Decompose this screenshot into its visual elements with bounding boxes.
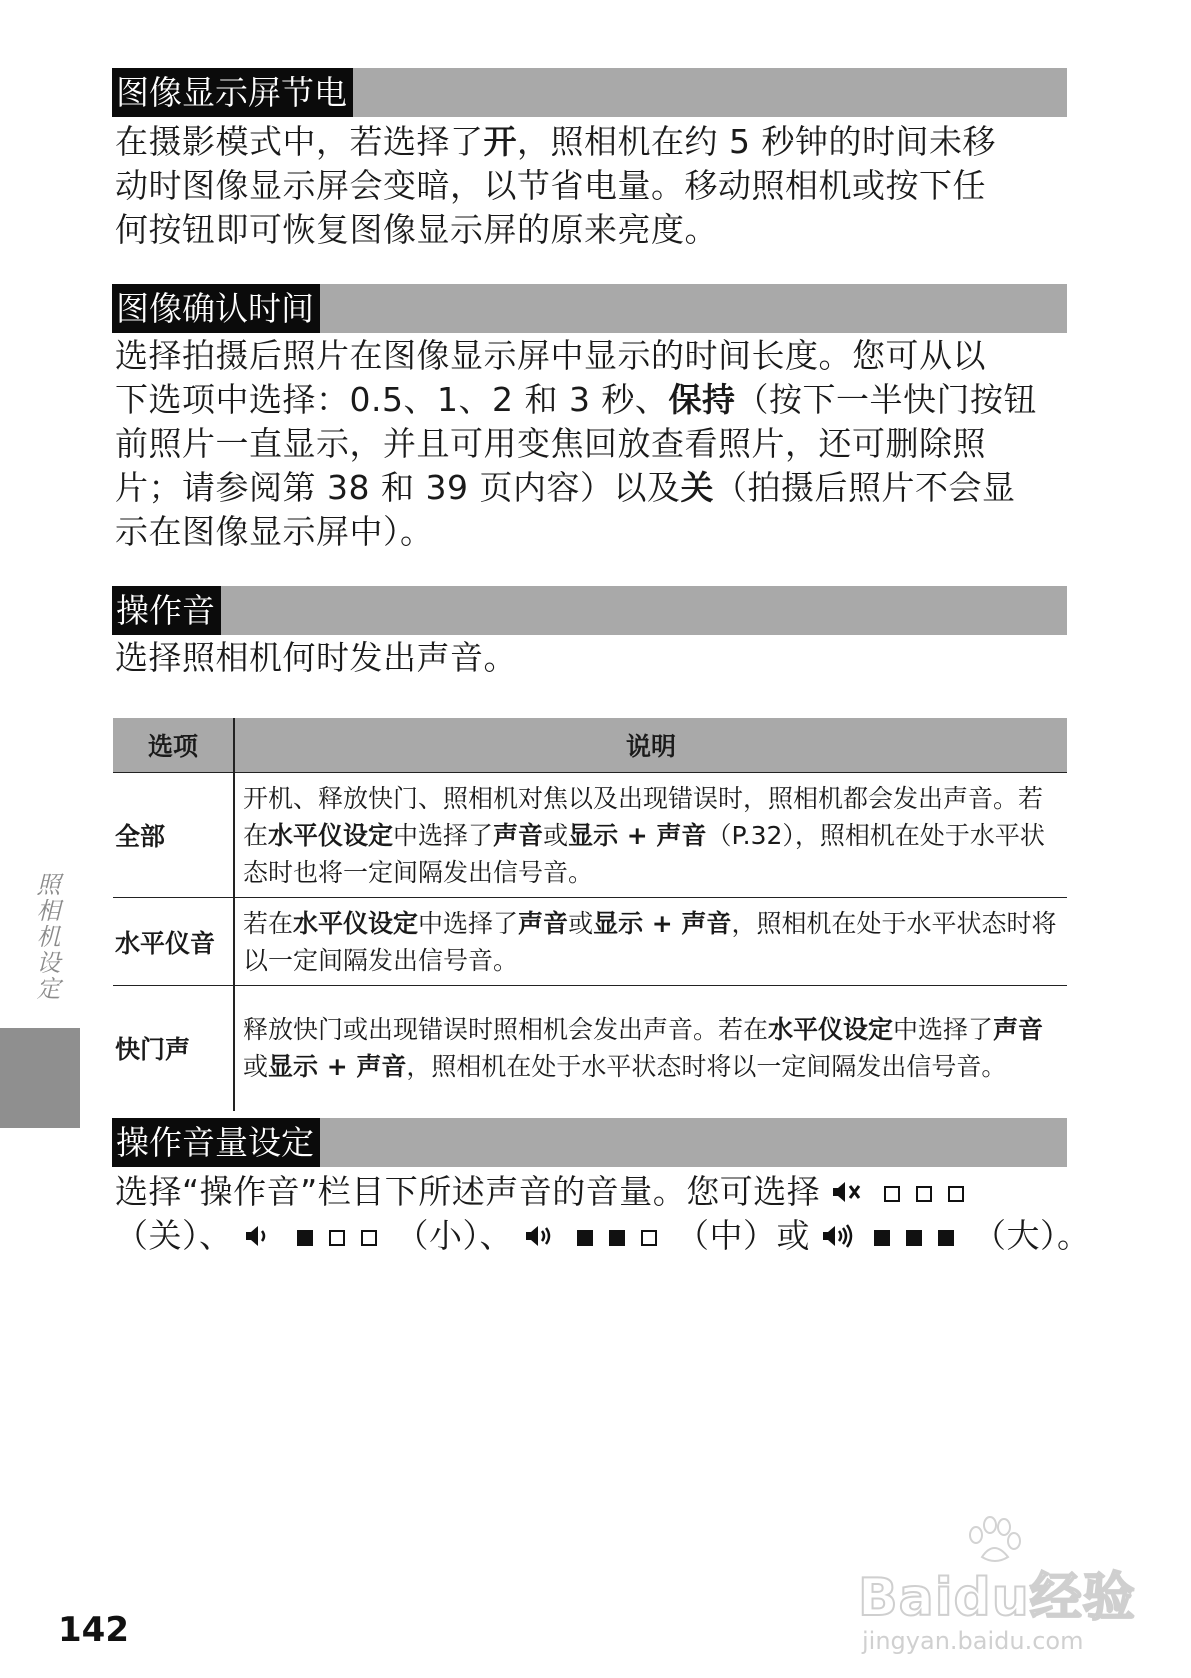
section-header-image-confirm xyxy=(112,284,1067,333)
option-description: 开机、释放快门、照相机对焦以及出现错误时，照相机都会发出声音。若在水平仪设定中选择了声音或显示 + 声音（P.32），照相机在处于水平状态时也将一定间隔发出信号音。 xyxy=(234,773,1067,898)
column-header-option: 选项 xyxy=(113,718,234,773)
section-body-operation-sound: 选择照相机何时发出声音。 xyxy=(115,638,517,677)
section-title: 图像显示屏节电 xyxy=(112,68,353,117)
volume-level-box xyxy=(297,1230,313,1246)
option-description: 释放快门或出现错误时照相机会发出声音。若在水平仪设定中选择了声音或显示 + 声音，照相机在处于水平状态时将以一定间隔发出信号音。 xyxy=(234,986,1067,1111)
volume-level-box xyxy=(938,1230,954,1246)
side-chapter-tab xyxy=(0,1028,80,1128)
volume-level-box xyxy=(884,1186,900,1202)
section-title: 操作音 xyxy=(112,586,221,635)
speaker-low-icon xyxy=(244,1221,278,1251)
section-body-lcd-power-save: 在摄影模式中，若选择了开，照相机在约 5 秒钟的时间未移 动时图像显示屏会变暗，以节省电量。移动照相机或按下任 何按钮即可恢复图像显示屏的原来亮度。 xyxy=(115,122,996,249)
volume-level-box xyxy=(916,1186,932,1202)
page-number: 142 xyxy=(58,1610,129,1650)
volume-level-box xyxy=(641,1230,657,1246)
option-name: 快门声 xyxy=(113,986,234,1111)
section-header-volume-setting xyxy=(112,1118,1067,1167)
watermark-brand: Baidu经验 xyxy=(858,1568,1136,1628)
section-body-image-confirm: 选择拍摄后照片在图像显示屏中显示的时间长度。您可从以 下选项中选择：0.5、1、2 和 3 秒、保持（按下一半快门按钮 前照片一直显示，并且可用变焦回放查看照片，还可删除照 片；请参阅第 38 和 39 页内容）以及关（拍摄后照片不会显 示在图像显示屏中）。 xyxy=(115,336,1037,551)
volume-level-box xyxy=(906,1230,922,1246)
option-name: 水平仪音 xyxy=(113,898,234,986)
volume-level-box xyxy=(361,1230,377,1246)
volume-level-box xyxy=(609,1230,625,1246)
section-body-volume-setting: 选择“操作音”栏目下所述声音的音量。您可选择 （关）、 （小）、 （中）或 （大）。 xyxy=(115,1172,1091,1255)
table-row xyxy=(113,898,1067,986)
section-title: 操作音量设定 xyxy=(112,1118,320,1167)
options-table xyxy=(113,718,1067,1111)
speaker-mid-icon xyxy=(524,1221,558,1251)
speaker-high-icon xyxy=(821,1221,855,1251)
section-header-lcd-power-save xyxy=(112,68,1067,117)
section-header-operation-sound xyxy=(112,586,1067,635)
speaker-mute-icon xyxy=(831,1177,865,1207)
baidu-watermark xyxy=(858,1515,1148,1665)
table-row xyxy=(113,986,1067,1111)
watermark-url: jingyan.baidu.com xyxy=(862,1627,1084,1655)
volume-level-box xyxy=(577,1230,593,1246)
table-row xyxy=(113,773,1067,898)
option-name: 全部 xyxy=(113,773,234,898)
option-description: 若在水平仪设定中选择了声音或显示 + 声音，照相机在处于水平状态时将以一定间隔发出信号音。 xyxy=(234,898,1067,986)
table-header-row xyxy=(113,718,1067,773)
volume-level-box xyxy=(874,1230,890,1246)
volume-level-box xyxy=(948,1186,964,1202)
volume-level-box xyxy=(329,1230,345,1246)
side-chapter-label: 照相机设定 xyxy=(32,872,60,1002)
column-header-description: 说明 xyxy=(234,718,1067,773)
section-title: 图像确认时间 xyxy=(112,284,320,333)
